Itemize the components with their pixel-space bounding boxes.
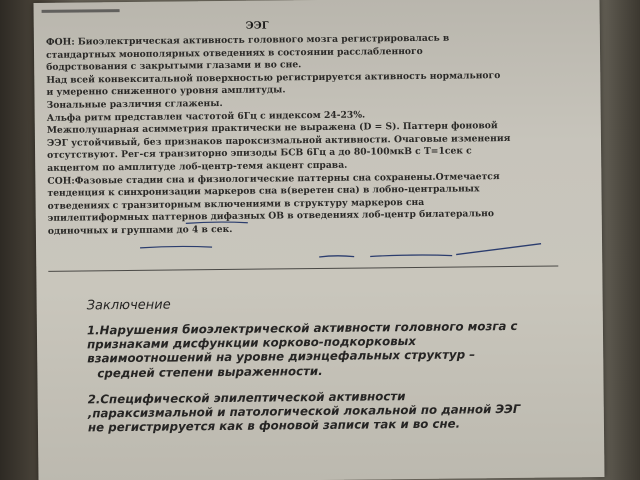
pen-underline-bilateral <box>456 244 541 255</box>
report-line: Над всей конвекситальной поверхностью регистрируется активность нормального <box>46 69 501 86</box>
conclusion-line: не регистрируется как в фоновой записи так и во сне. <box>87 416 461 435</box>
report-line: тенденция к синхронизации маркеров сна в(веретен сна) в лобно-центральных <box>47 183 480 199</box>
report-line: отведениях с транзиторным включениями в структуру маркеров сна <box>47 196 425 212</box>
conclusion-section <box>87 293 568 434</box>
pen-underline-leads <box>370 255 452 257</box>
report-line: стандартных монополярных отведениях в состоянии расслабленного <box>45 45 423 61</box>
report-line: одиночных и группами до 4 в сек. <box>47 223 233 237</box>
report-line: акцентом по амплитуде лоб-центр-темя акцент справа. <box>47 159 348 174</box>
report-line: ЭЭГ устойчивый, без признаков пароксизмальной активности. Очаговые изменения <box>46 132 511 149</box>
conclusion-line: ,параксизмальной и патологической локальной по данной ЭЭГ <box>87 401 521 421</box>
pen-underline-sync <box>186 222 248 224</box>
report-line: Межполушарная асимметрия практически не выражена (D = S). Паттерн фоновой <box>46 120 498 136</box>
report-line: и умеренно сниженного уровня амплитуды. <box>46 84 286 99</box>
report-line: ФОН: Биоэлектрическая активность головного мозга регистрировалась в <box>45 32 450 48</box>
conclusion-line: средней степени выраженности. <box>97 363 323 380</box>
paper-sheet <box>34 0 605 480</box>
report-line: Альфа ритм представлен частотой 6Гц с индексом 24-23%. <box>46 109 366 124</box>
report-line: бодрствования с закрытыми глазами и во сне. <box>46 59 302 74</box>
report-line: отсутствуют. Рег-ся транзиторно эпизоды БСВ 6Гц а до 80-100мкВ с T=1сек с <box>47 145 472 162</box>
pen-underline-transit <box>140 246 212 248</box>
report-line: Зональные различия сглажены. <box>46 97 223 111</box>
conclusion-line: 2.Специфической эпилептической активности <box>87 388 406 407</box>
conclusion-item-2 <box>88 387 568 435</box>
report-line: СОН:Фазовые стадии сна и физиологические паттерны сна сохранены.Отмечается <box>47 170 500 187</box>
conclusion-item-1 <box>87 318 568 380</box>
conclusion-line: взаимоотношений на уровне диэнцефальных структур – <box>87 347 476 366</box>
document-title: ЭЭГ <box>245 20 269 32</box>
conclusion-line: 1.Нарушения биоэлектрической активности головного мозга с <box>86 318 518 338</box>
conclusion-line: признаками дисфункции корково-подкорковых <box>87 334 416 352</box>
conclusion-heading: Заключение <box>86 297 171 314</box>
pen-underline-ov <box>319 256 354 257</box>
report-line: эпилептиформных паттернов дифазных ОВ в отведениях лоб-центр билатерально <box>47 208 494 225</box>
